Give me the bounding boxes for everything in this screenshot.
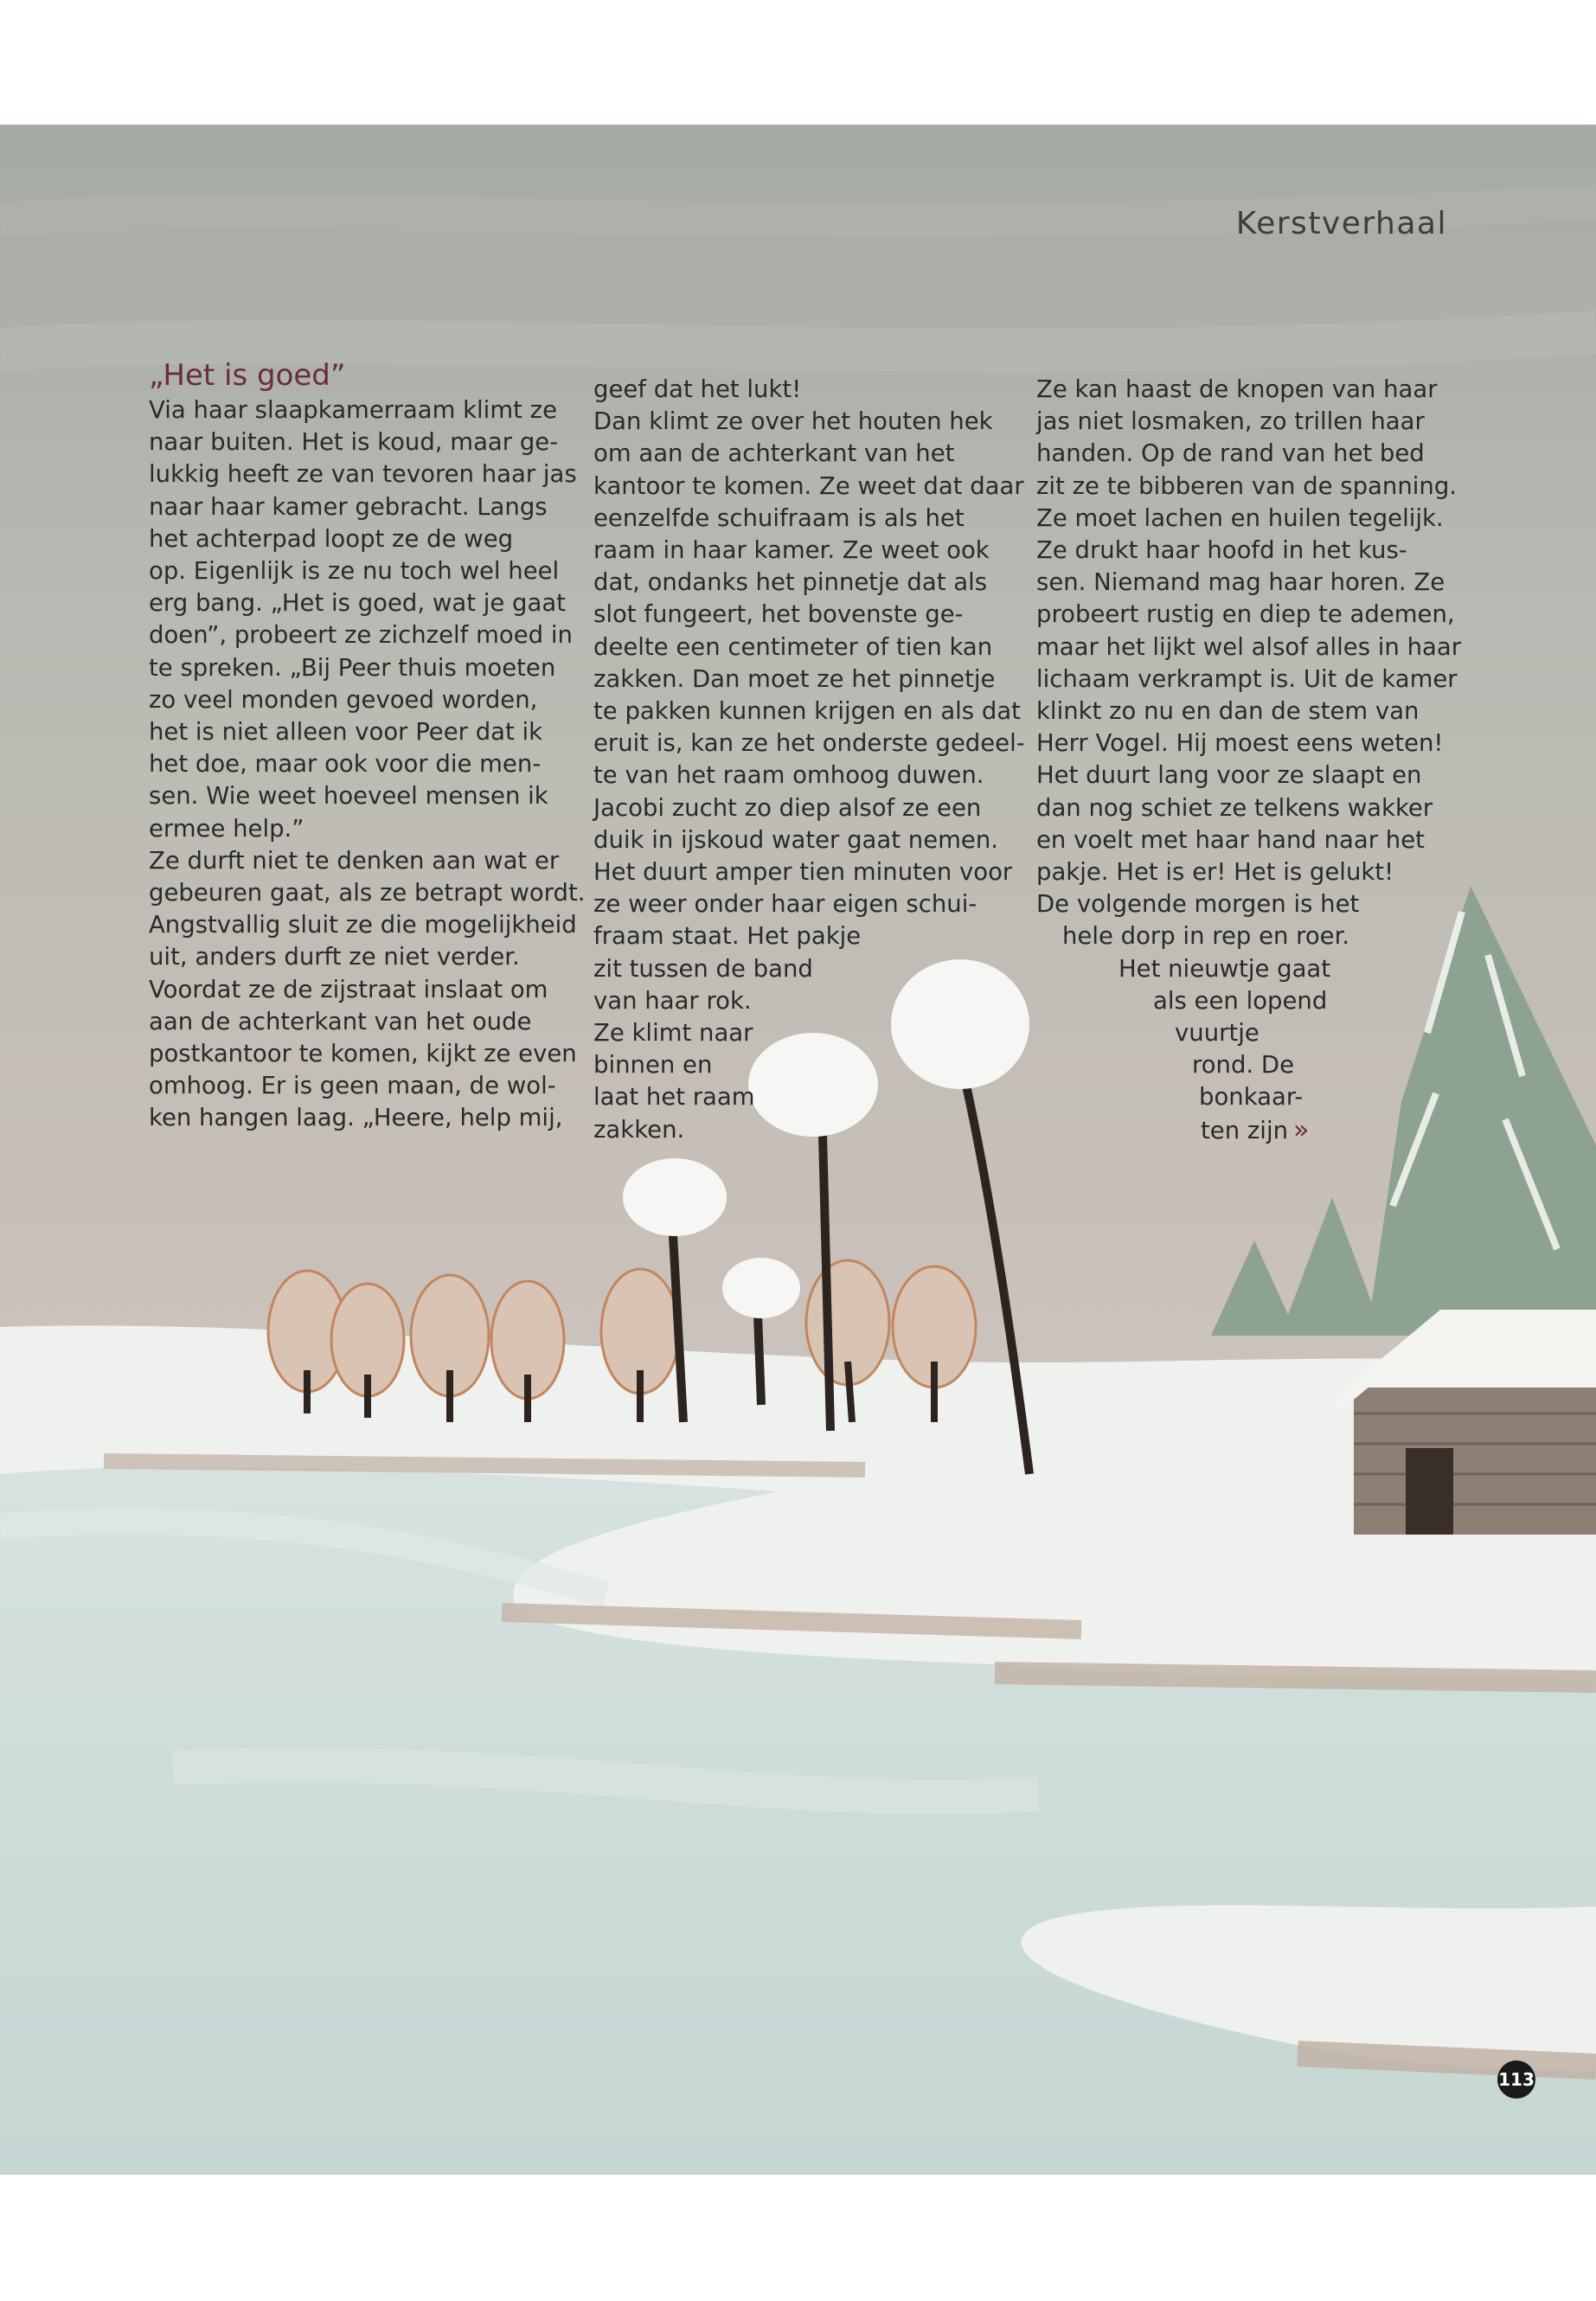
- article-line: probeert rustig en diep te ademen,: [1036, 600, 1455, 629]
- article-line: te pakken kunnen krijgen en als dat: [593, 697, 1021, 726]
- article-line: Ze kan haast de knopen van haar: [1036, 375, 1438, 403]
- article-line: rond. De: [1192, 1051, 1294, 1080]
- article-line: ze weer onder haar eigen schui-: [593, 890, 977, 919]
- article-line: zo veel monden gevoed worden,: [149, 685, 538, 714]
- article-line: zakken. Dan moet ze het pinnetje: [593, 664, 996, 693]
- article-line: raam in haar kamer. Ze weet ook: [593, 536, 990, 565]
- article-line: om aan de achterkant van het: [593, 439, 955, 468]
- article-line: zakken.: [593, 1115, 685, 1144]
- article-line: van haar rok.: [593, 986, 752, 1015]
- article-line: lichaam verkrampt is. Uit de kamer: [1036, 664, 1458, 693]
- article-line: dan nog schiet ze telkens wakker: [1036, 793, 1433, 822]
- article-line: het is niet alleen voor Peer dat ik: [149, 718, 543, 747]
- article-line: postkantoor te komen, kijkt ze even: [149, 1040, 577, 1068]
- section-label: Kerstverhaal: [1235, 206, 1447, 241]
- article-line: aan de achterkant van het oude: [149, 1007, 532, 1035]
- article-line: op. Eigenlijk is ze nu toch wel heel: [149, 557, 560, 586]
- article-line: jas niet losmaken, zo trillen haar: [1036, 407, 1425, 436]
- article-column-1: [149, 356, 585, 1135]
- article-line: De volgende morgen is het: [1036, 890, 1360, 919]
- article-line: als een lopend: [1153, 986, 1328, 1015]
- continue-arrow-icon: »: [1293, 1114, 1310, 1145]
- article-line: Ze moet lachen en huilen tegelijk.: [1036, 503, 1444, 532]
- article-line: Herr Vogel. Hij moest eens weten!: [1036, 729, 1444, 758]
- article-column-3: [1036, 374, 1461, 1147]
- article-line: erg bang. „Het is goed, wat je gaat: [149, 589, 566, 618]
- article-line: Dan klimt ze over het houten hek: [593, 407, 993, 436]
- article-line: maar het lijkt wel alsof alles in haar: [1036, 632, 1462, 661]
- article-line: omhoog. Er is geen maan, de wol-: [149, 1072, 556, 1100]
- article-line: fraam staat. Het pakje: [593, 922, 862, 951]
- article-line: hele dorp in rep en roer.: [1062, 922, 1350, 951]
- article-line: het doe, maar ook voor die men-: [149, 750, 542, 779]
- article-line: dat, ondanks het pinnetje dat als: [593, 568, 988, 597]
- article-line: ten zijn »: [1201, 1114, 1310, 1145]
- article-line: eruit is, kan ze het onderste gedeel-: [593, 729, 1025, 758]
- article-line: en voelt met haar hand naar het: [1036, 825, 1425, 854]
- article-line: ken hangen laag. „Heere, help mij,: [149, 1104, 563, 1132]
- article-line: Het duurt amper tien minuten voor: [593, 858, 1013, 887]
- article-line: pakje. Het is er! Het is gelukt!: [1036, 858, 1394, 887]
- article-line: klinkt zo nu en dan de stem van: [1036, 697, 1420, 726]
- article-line: Ze drukt haar hoofd in het kus-: [1036, 536, 1407, 565]
- article-line: gebeuren gaat, als ze betrapt wordt.: [149, 879, 586, 907]
- article-line: Het nieuwtje gaat: [1118, 954, 1331, 983]
- article-line: ermee help.”: [149, 814, 304, 843]
- article-line: naar buiten. Het is koud, maar ge-: [149, 428, 559, 457]
- article-line: sen. Wie weet hoeveel mensen ik: [149, 782, 548, 811]
- article-line: bonkaar-: [1199, 1083, 1304, 1112]
- article-line: slot fungeert, het bovenste ge-: [593, 600, 964, 629]
- article-line: Voordat ze de zijstraat inslaat om: [149, 975, 548, 1003]
- article-line: kantoor te komen. Ze weet dat daar: [593, 471, 1024, 500]
- article-line: Via haar slaapkamerraam klimt ze: [149, 396, 557, 424]
- article-line: laat het raam: [593, 1083, 755, 1112]
- article-line: te van het raam omhoog duwen.: [593, 761, 984, 790]
- article-line: het achterpad loopt ze de weg: [149, 524, 514, 553]
- article-line: zit tussen de band: [593, 954, 813, 983]
- article-line: te spreken. „Bij Peer thuis moeten: [149, 653, 556, 682]
- article-line: Ze klimt naar: [593, 1019, 753, 1048]
- article-line: uit, anders durft ze niet verder.: [149, 943, 520, 971]
- article-line: eenzelfde schuifraam is als het: [593, 503, 965, 532]
- article-line: binnen en: [593, 1051, 713, 1080]
- article-line: Het duurt lang voor ze slaapt en: [1036, 761, 1422, 790]
- article-line: handen. Op de rand van het bed: [1036, 439, 1425, 468]
- article-line: lukkig heeft ze van tevoren haar jas: [149, 460, 577, 489]
- article-heading: „Het is goed”: [149, 358, 346, 393]
- page-number-badge: 113: [1497, 2061, 1535, 2099]
- article-line: Jacobi zucht zo diep alsof ze een: [593, 793, 982, 822]
- article-line: deelte een centimeter of tien kan: [593, 632, 993, 661]
- article-line: zit ze te bibberen van de spanning.: [1036, 471, 1458, 500]
- article-line: naar haar kamer gebracht. Langs: [149, 492, 548, 521]
- article-line: geef dat het lukt!: [593, 375, 802, 403]
- article-line: duik in ijskoud water gaat nemen.: [593, 825, 999, 854]
- article-line: Angstvallig sluit ze die mogelijkheid: [149, 911, 577, 939]
- article-line: doen”, probeert ze zichzelf moed in: [149, 621, 573, 650]
- article-line: vuurtje: [1175, 1019, 1259, 1048]
- article-line: Ze durft niet te denken aan wat er: [149, 846, 560, 875]
- article-column-2: [593, 374, 1025, 1146]
- article-line: sen. Niemand mag haar horen. Ze: [1036, 568, 1445, 597]
